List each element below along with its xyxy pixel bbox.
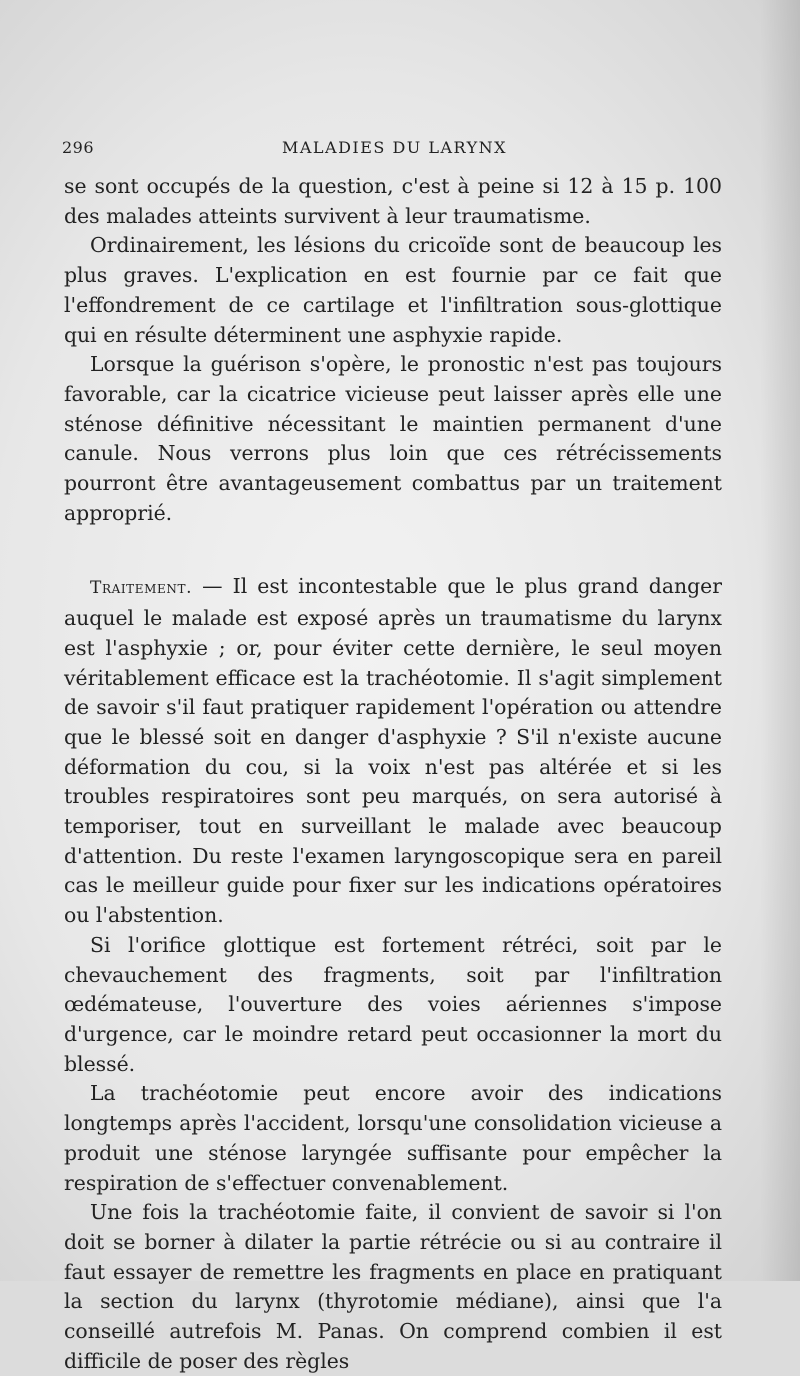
body-text xyxy=(64,172,722,1376)
paragraph: Ordinairement, les lésions du cricoïde sont de beaucoup les plus graves. L'explication en est fournie par ce fait que l'effondrement de ce cartilage et l'infiltration sous-glottique qui en résulte déterminent une asphyxie rapide. xyxy=(64,233,722,347)
paragraph: La trachéotomie peut encore avoir des indications longtemps après l'accident, lorsqu'une consolidation vicieuse a produit une sténose laryngée suffisante pour empêcher la respiration de s'effectuer convenablement. xyxy=(64,1081,722,1195)
section-gap xyxy=(64,528,722,572)
paragraph: Une fois la trachéotomie faite, il convient de savoir si l'on doit se borner à dilater la partie rétrécie ou si au contraire il faut essayer de remettre les fragments en place en pratiquant la section du larynx (thyrotomie médiane), ainsi que l'a conseillé autrefois M. Panas. On comprend combien il est difficile de poser des règles xyxy=(64,1200,722,1373)
section-heading: Traitement. xyxy=(90,578,193,599)
page-number: 296 xyxy=(62,138,95,157)
page-header xyxy=(62,138,718,162)
paragraph: Si l'orifice glottique est fortement rétréci, soit par le chevauchement des fragments, soit par l'infiltration œdémateuse, l'ouverture des voies aériennes s'impose d'urgence, car le moindre retard peut occasionner la mort du blessé. xyxy=(64,932,722,1076)
treatment-paragraph xyxy=(64,572,722,930)
em-dash: — xyxy=(192,574,233,599)
paragraph-continued: se sont occupés de la question, c'est à peine si 12 à 15 p. 100 des malades atteints survivent à leur traumatisme. xyxy=(64,174,722,228)
running-head: MALADIES DU LARYNX xyxy=(281,138,508,157)
paragraph: Lorsque la guérison s'opère, le pronostic n'est pas toujours favorable, car la cicatrice vicieuse peut laisser après elle une sténose définitive nécessitant le maintien permanent d'une canule. Nous verrons plus loin que ces rétrécissements pourront être avantageusement combattus par un traitement approprié. xyxy=(64,352,722,525)
treatment-text: Il est incontestable que le plus grand danger auquel le malade est exposé après un traumatisme du larynx est l'asphyxie ; or, pour éviter cette dernière, le seul moyen véritablement efficace est la trachéotomie. Il s'agit simplement de savoir s'il faut pratiquer rapidement l'opération ou attendre que le blessé soit en danger d'asphyxie ? S'il n'existe aucune déformation du cou, si la voix n'est pas altérée et si les troubles respiratoires sont peu marqués, on sera autorisé à temporiser, tout en surveillant le malade avec beaucoup d'attention. Du reste l'examen laryngoscopique sera en pareil cas le meilleur guide pour fixer sur les indications opératoires ou l'abstention. xyxy=(64,574,722,928)
